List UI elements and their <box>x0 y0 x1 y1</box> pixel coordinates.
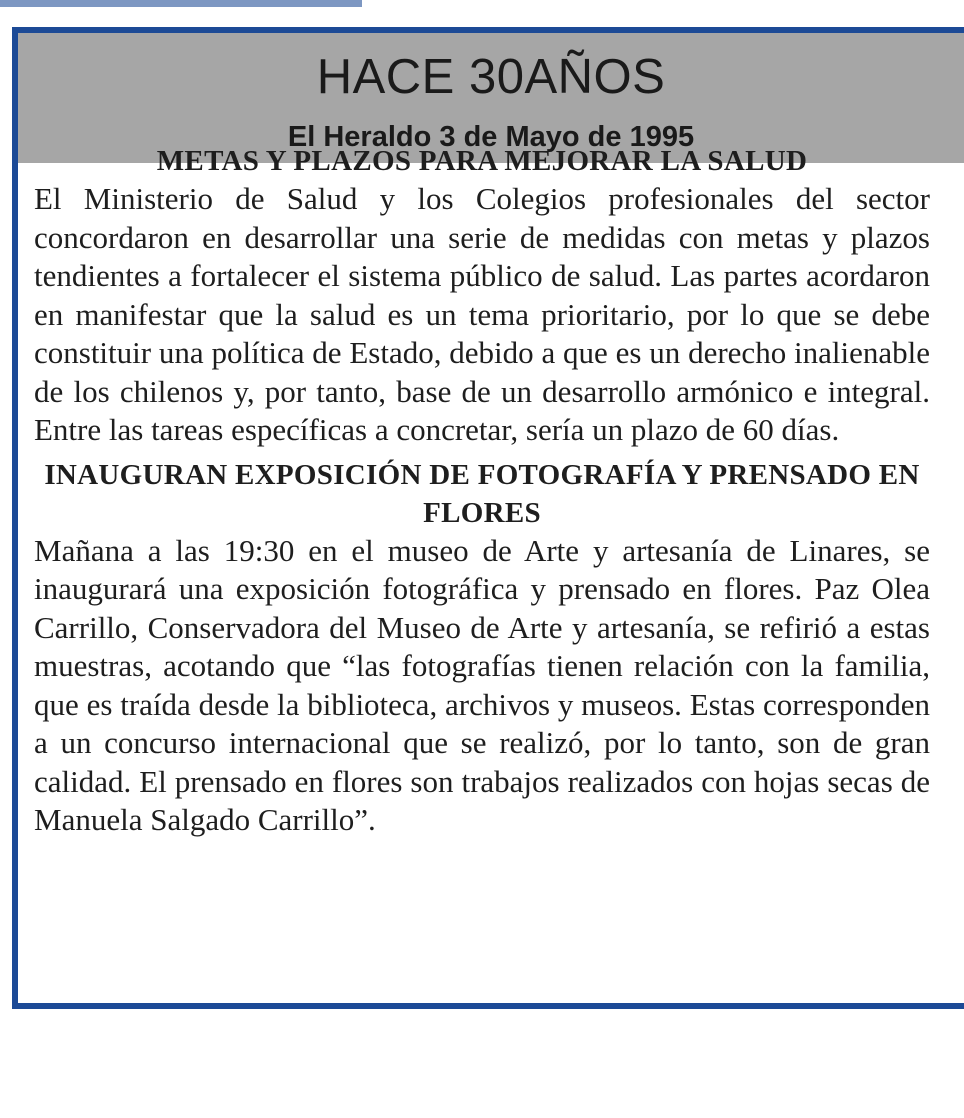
article-headline: METAS Y PLAZOS PARA MEJORAR LA SALUD <box>156 145 808 177</box>
article-body: Mañana a las 19:30 en el museo de Arte y artesanía de Linares, se inaugurará una exposición fotográfica y prensado en flores. Paz Olea Carrillo, Conservadora del Museo de Arte y artesanía, se refirió a estas muestras, acotando que “las fotografías tienen relación con la familia, que es traída desde la biblioteca, archivos y museos. Estas corresponden a un concurso internacional que se realizó, por lo tanto, son de gran calidad. El prensado en flores son trabajos realizados con hojas secas de Manuela Salgado Carrillo”. <box>34 532 930 837</box>
articles <box>34 142 930 840</box>
top-rule <box>0 0 362 7</box>
article-body: El Ministerio de Salud y los Colegios profesionales del sector concordaron en desarrollar una serie de medidas con metas y plazos tendientes a fortalecer el sistema público de salud. Las partes acordaron en manifestar que la salud es un tema prioritario, por lo que se debe constituir una política de Estado, debido a que es un derecho inalienable de los chilenos y, por tanto, base de un desarrollo armónico e integral. Entre las tareas específicas a concretar, sería un plazo de 60 días. <box>34 181 930 447</box>
section-subtitle: El Heraldo 3 de Mayo de 1995 <box>287 121 695 153</box>
article-headline: INAUGURAN EXPOSICIÓN DE FOTOGRAFÍA Y PRENSADO EN FLORES <box>44 458 920 529</box>
section-title: HACE 30AÑOS <box>316 50 666 104</box>
